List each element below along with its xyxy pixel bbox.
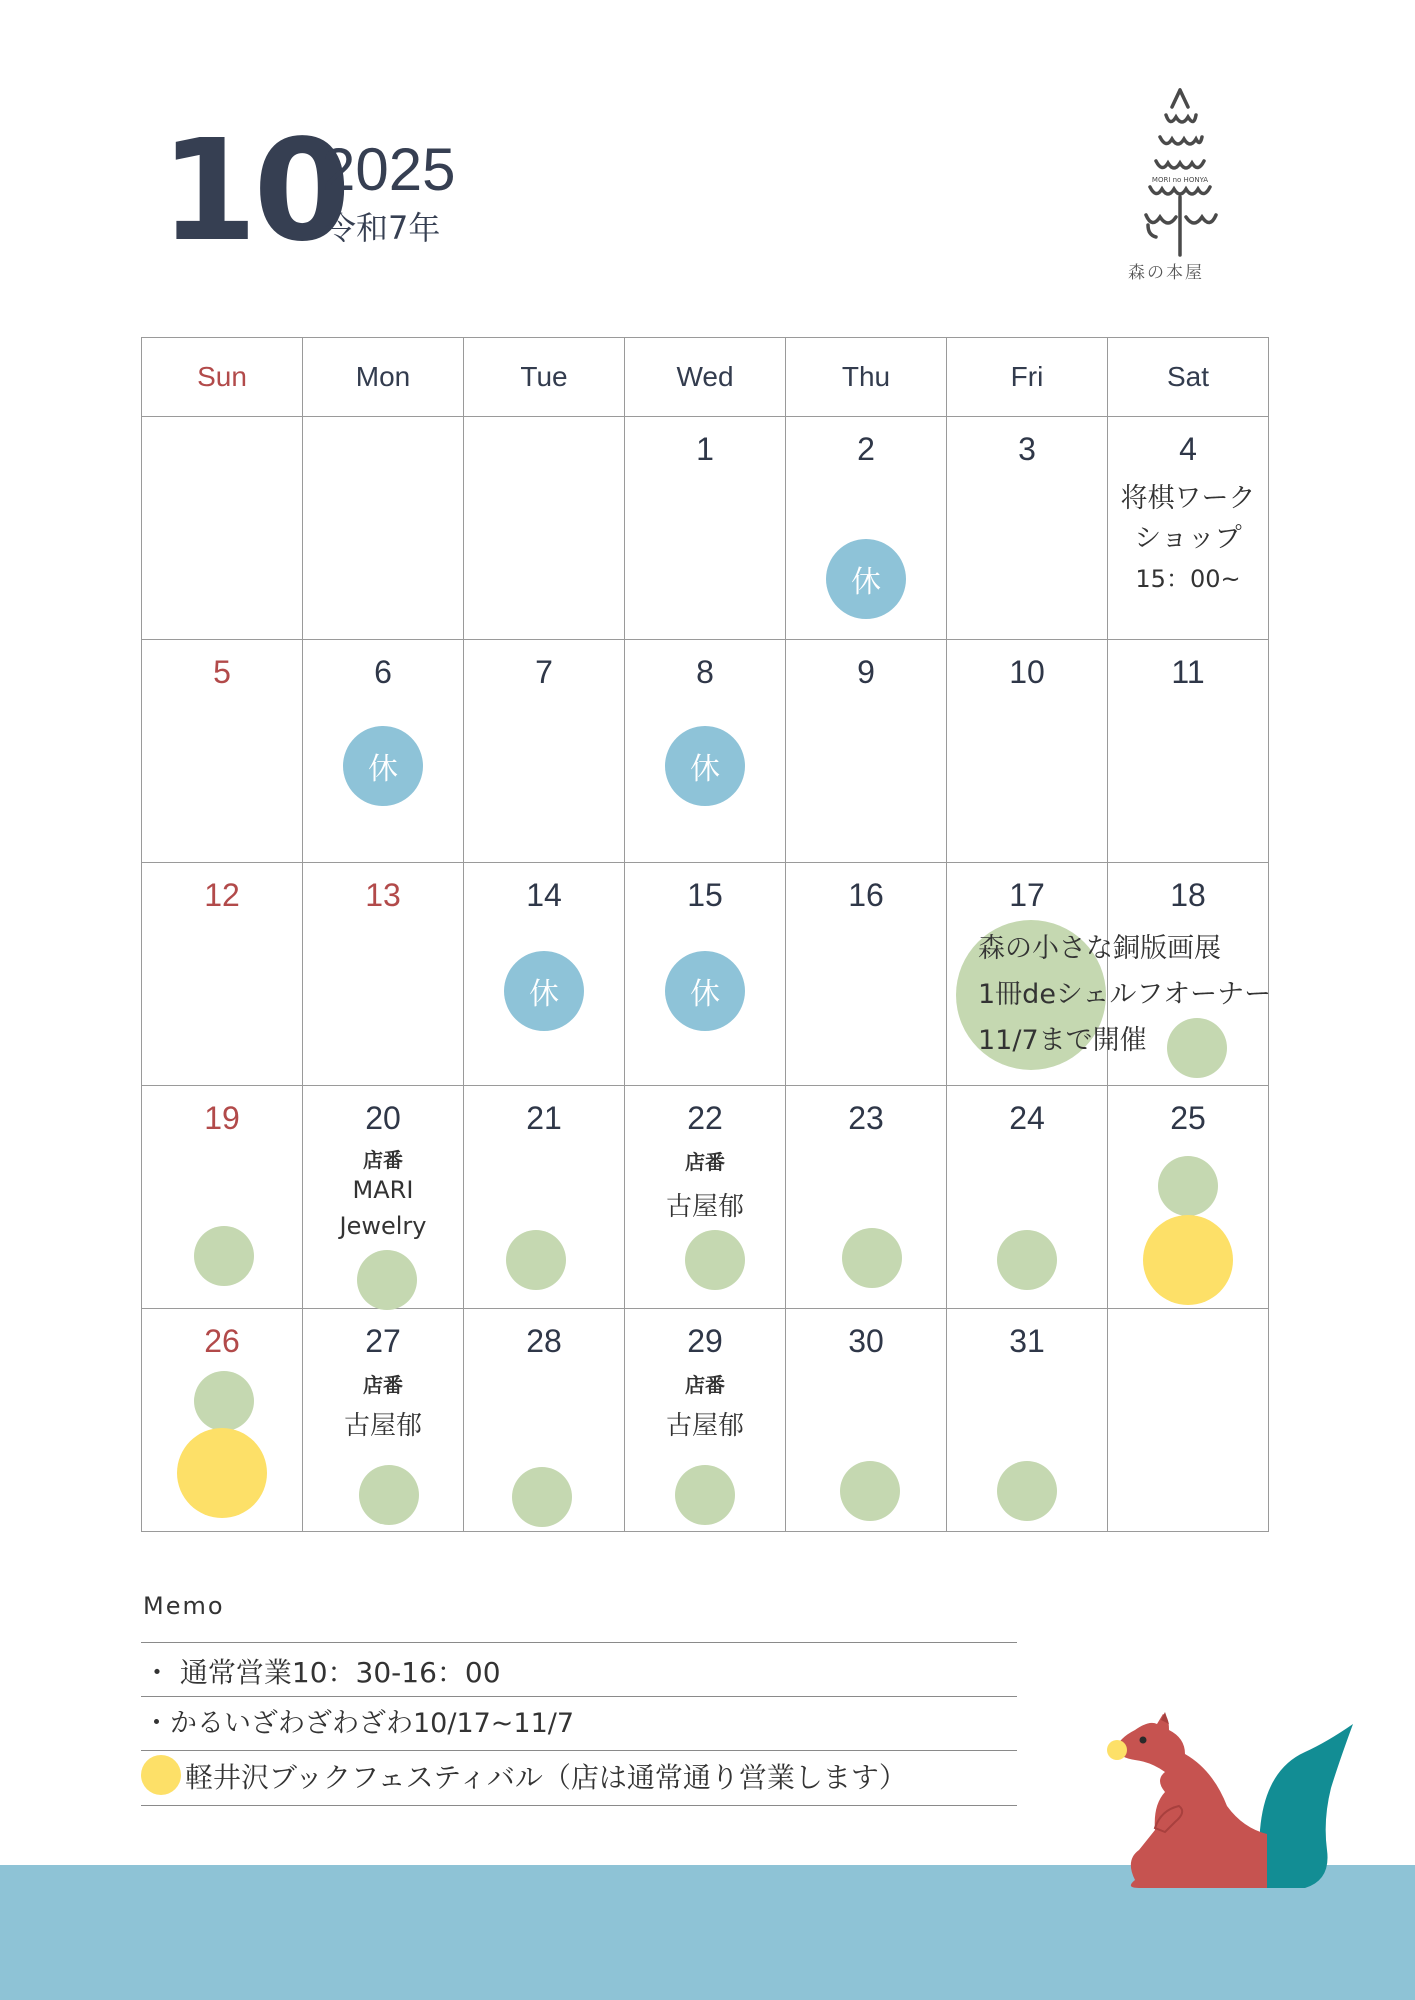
- day-number: 9: [857, 654, 875, 690]
- day-number: 17: [1009, 877, 1045, 913]
- day-cell[interactable]: [464, 863, 625, 1086]
- exhibition-marker: [359, 1465, 419, 1525]
- day-cell[interactable]: [303, 1086, 464, 1309]
- day-cell[interactable]: [1108, 1086, 1269, 1309]
- logo-subtext: MORI no HONYA: [1151, 176, 1209, 184]
- day-number: 22: [687, 1100, 723, 1136]
- shift-label: 店番: [363, 1373, 403, 1397]
- day-cell[interactable]: [1108, 417, 1269, 640]
- exhibition-marker: [506, 1230, 566, 1290]
- shift-label: 店番: [363, 1148, 403, 1172]
- event-shogi-time: 15：00~: [1135, 565, 1241, 593]
- day-cell[interactable]: [303, 640, 464, 863]
- day-number: 20: [365, 1100, 401, 1136]
- day-cell[interactable]: [947, 417, 1108, 640]
- day-number: 7: [535, 654, 553, 690]
- holiday-badge: 休: [504, 951, 584, 1031]
- exhibition-event: [978, 926, 1271, 1064]
- weekday-sun: Sun: [142, 338, 303, 417]
- day-cell[interactable]: [625, 640, 786, 863]
- day-cell[interactable]: [142, 640, 303, 863]
- era-year: 令和7年: [324, 209, 441, 247]
- month-number: 10: [160, 110, 347, 273]
- weekday-mon: Mon: [303, 338, 464, 417]
- day-cell[interactable]: [947, 1086, 1108, 1309]
- weekday-tue: Tue: [464, 338, 625, 417]
- festival-legend-icon: [141, 1755, 181, 1795]
- day-number: 16: [848, 877, 884, 913]
- day-number: 26: [204, 1323, 240, 1359]
- day-cell[interactable]: [303, 1309, 464, 1532]
- day-number: 27: [365, 1323, 401, 1359]
- day-cell[interactable]: [786, 640, 947, 863]
- weekday-header-row: [142, 338, 1269, 417]
- memo-item-festival: 軽井沢ブックフェスティバル（店は通常通り営業します）: [185, 1761, 907, 1794]
- day-cell[interactable]: [142, 1309, 303, 1532]
- weekday-wed: Wed: [625, 338, 786, 417]
- day-cell[interactable]: [303, 863, 464, 1086]
- day-number: 1: [696, 431, 714, 467]
- week-row: [142, 1309, 1269, 1532]
- day-number: 12: [204, 877, 240, 913]
- memo-divider: [141, 1805, 1017, 1806]
- week-row: [142, 417, 1269, 640]
- day-number: 8: [696, 654, 714, 690]
- day-number: 6: [374, 654, 392, 690]
- day-number: 21: [526, 1100, 562, 1136]
- memo-title: Memo: [143, 1592, 225, 1620]
- day-cell[interactable]: [625, 1086, 786, 1309]
- day-cell[interactable]: [464, 640, 625, 863]
- holiday-badge: 休: [665, 951, 745, 1031]
- day-cell[interactable]: [625, 863, 786, 1086]
- shift-name-koya: 古屋郁: [665, 1411, 744, 1441]
- day-cell[interactable]: [786, 417, 947, 640]
- festival-marker: [1146, 1218, 1230, 1302]
- day-number: 15: [687, 877, 723, 913]
- day-cell[interactable]: [1108, 640, 1269, 863]
- shift-label: 店番: [685, 1150, 725, 1174]
- exhibition-marker: [997, 1230, 1057, 1290]
- exhibition-marker: [997, 1461, 1057, 1521]
- empty-cell: [464, 417, 625, 640]
- day-number: 2: [857, 431, 875, 467]
- exhibit-shelf-owner: 1冊deシェルフオーナー: [978, 979, 1272, 1010]
- day-cell[interactable]: [786, 1086, 947, 1309]
- day-number: 13: [365, 877, 401, 913]
- exhibition-marker: [675, 1465, 735, 1525]
- exhibition-marker: [685, 1230, 745, 1290]
- memo-item-hours: ・ 通常営業10：30-16：00: [143, 1656, 501, 1689]
- day-number: 11: [1171, 654, 1205, 690]
- memo-divider: [141, 1750, 1017, 1751]
- festival-marker: [180, 1431, 264, 1515]
- exhibit-title: 森の小さな銅版画展: [978, 933, 1221, 964]
- day-cell[interactable]: [947, 640, 1108, 863]
- exhibition-marker: [1158, 1156, 1218, 1216]
- shift-label: 店番: [685, 1373, 725, 1397]
- exhibition-marker: [512, 1467, 572, 1527]
- day-number: 29: [687, 1323, 723, 1359]
- shift-name-koya: 古屋郁: [343, 1411, 422, 1441]
- shift-name-mari: MARI: [352, 1176, 414, 1204]
- exhibition-marker: [194, 1371, 254, 1431]
- holiday-badge: 休: [343, 726, 423, 806]
- day-number: 25: [1170, 1100, 1206, 1136]
- day-cell[interactable]: [625, 1309, 786, 1532]
- exhibition-marker: [194, 1226, 254, 1286]
- event-shogi-line2: ショップ: [1134, 523, 1242, 554]
- exhibition-marker: [357, 1250, 417, 1310]
- day-number: 31: [1009, 1323, 1045, 1359]
- day-number: 4: [1179, 431, 1197, 467]
- weekday-thu: Thu: [786, 338, 947, 417]
- exhibition-marker: [840, 1461, 900, 1521]
- week-row: [142, 1086, 1269, 1309]
- holiday-badge: 休: [826, 539, 906, 619]
- empty-cell: [1108, 1309, 1269, 1532]
- empty-cell: [142, 417, 303, 640]
- day-number: 24: [1009, 1100, 1045, 1136]
- day-number: 5: [213, 654, 231, 690]
- day-cell[interactable]: [142, 863, 303, 1086]
- day-cell[interactable]: [464, 1309, 625, 1532]
- day-cell[interactable]: [142, 1086, 303, 1309]
- day-number: 30: [848, 1323, 884, 1359]
- shift-name-jewelry: Jewelry: [339, 1212, 427, 1240]
- shift-name-koya: 古屋郁: [665, 1192, 744, 1222]
- day-cell[interactable]: [625, 417, 786, 640]
- memo-divider: [141, 1642, 1017, 1643]
- empty-cell: [303, 417, 464, 640]
- day-number: 18: [1170, 877, 1206, 913]
- tree-logo-icon: [1120, 85, 1240, 285]
- weekday-sat: Sat: [1108, 338, 1269, 417]
- day-number: 19: [204, 1100, 240, 1136]
- day-cell[interactable]: [786, 863, 947, 1086]
- exhibit-period: 11/7まで開催: [978, 1025, 1147, 1056]
- day-cell[interactable]: [786, 1309, 947, 1532]
- exhibition-marker: [842, 1228, 902, 1288]
- day-number: 23: [848, 1100, 884, 1136]
- day-number: 28: [526, 1323, 562, 1359]
- event-shogi-line1: 将棋ワーク: [1120, 483, 1256, 514]
- week-row: [142, 640, 1269, 863]
- holiday-badge: 休: [665, 726, 745, 806]
- day-cell[interactable]: [947, 1309, 1108, 1532]
- logo-text: 森の本屋: [1128, 263, 1204, 283]
- day-number: 10: [1009, 654, 1045, 690]
- day-number: 14: [526, 877, 562, 913]
- weekday-fri: Fri: [947, 338, 1108, 417]
- memo-item-event: ・かるいざわざわざわ10/17~11/7: [143, 1708, 575, 1739]
- memo-divider: [141, 1696, 1017, 1697]
- day-cell[interactable]: [464, 1086, 625, 1309]
- day-number: 3: [1018, 431, 1036, 467]
- squirrel-icon: [1095, 1710, 1360, 1895]
- year: 2025: [322, 136, 456, 203]
